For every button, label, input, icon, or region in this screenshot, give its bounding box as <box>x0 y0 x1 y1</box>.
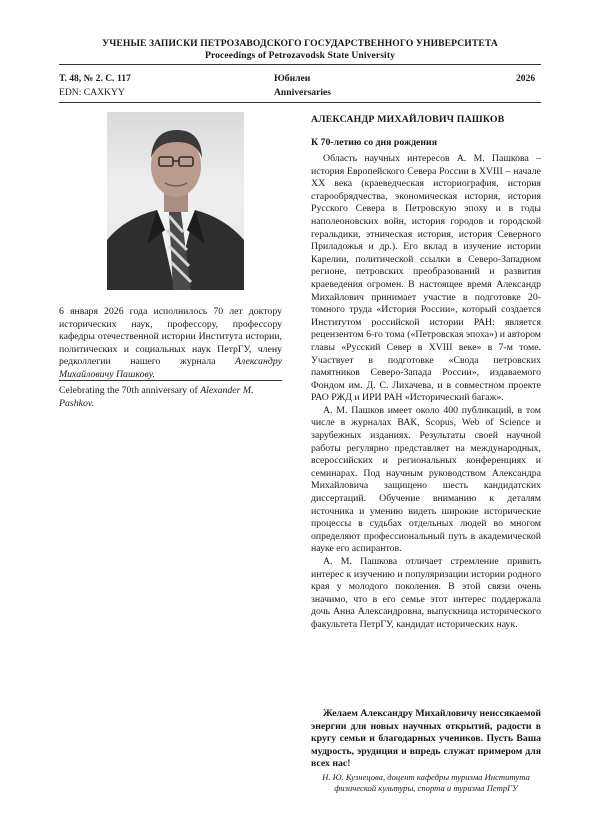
caption-en-text: Celebrating the 70th anniversary of <box>59 385 201 396</box>
journal-title-ru: УЧЕНЫЕ ЗАПИСКИ ПЕТРОЗАВОДСКОГО ГОСУДАРСТВЕННОГО УНИВЕРСИТЕТА <box>102 38 498 49</box>
section-ru: Юбилеи <box>274 73 311 84</box>
year: 2026 <box>516 73 536 84</box>
paragraph-2: А. М. Пашков имеет около 400 публикаций, в том числе в журналах ВАК, Scopus, Web of Science и зарубежных изданиях. Результаты своей научной работы регулярно представляет на международных, всероссийских и региональных конференциях и семинарах. Под научным руководством Александра Михайловича защищено шесть кандидатских диссертаций. Обучение вниманию к деталям источника и умению видеть широкие исторические процессы в судьбах отдельных людей во многом определяют профессиональный путь в академической науке его аспирантов. <box>311 404 541 555</box>
journal-title-en: Proceedings of Petrozavodsk State University <box>204 50 396 61</box>
paragraph-1: Область научных интересов А. М. Пашкова – история Европейского Севера России в XVIII – начале XX века (краеведческая историография, история старообрядчества, экономическая история, история Русского Севера в Петровскую эпоху и в годы наполеоновских войн, история городов и городской геральдики, этническая история, история Северного Приладожья и др.). Его вклад в изучение истории Карелии, политической ссылки в Северо-Западном регионе, петровских преобразований и развития краеведения огромен. В настоящее время Александр Михайлович принимает участие в подготовке 20-томного труда «История России», который создается Институтом российской истории РАН: является рецензентом 6-го тома («Петровская эпоха») и автором главы «Русский Север в XVIII веке» в 7-м томе. Участвует в подготовке «Свода петровских памятников Северо-Запада России», издаваемого Фондом им. Д. С. Лихачева, и в совместном проекте РАО РЖД и ИРИ РАН «Исторический багаж». <box>311 153 541 404</box>
portrait-illustration <box>107 112 244 290</box>
left-en-caption <box>59 385 282 410</box>
left-ru-caption <box>59 306 282 382</box>
meta-rule <box>59 102 541 103</box>
signature: Н. Ю. Кузнецова, доцент кафедры туризма Института физической культуры, спорта и туризма ПетрГУ <box>322 772 530 793</box>
journal-header <box>0 38 600 62</box>
closing-wishes: Желаем Александру Михайловичу неиссякаемой энергии для новых научных открытий, радости в кругу семьи и благодарных учеников. Пусть Ваша мудрость, эрудиция и впредь служат примером для всех нас! <box>311 708 541 770</box>
edn-code: EDN: CAXKYY <box>59 87 125 98</box>
volume-info: Т. 48, № 2. С. 117 <box>59 73 131 84</box>
article-author-title: АЛЕКСАНДР МИХАЙЛОВИЧ ПАШКОВ <box>311 114 505 125</box>
header-rule <box>59 64 541 65</box>
portrait-photo <box>107 112 244 290</box>
article-body <box>311 153 541 632</box>
article-subtitle: К 70-летию со дня рождения <box>311 137 437 148</box>
paragraph-3: А. М. Пашкова отличает стремление привить интерес к изучению и популяризации истории родного края у молодого поколения. В этой связи очень значимо, что в его семье этот интерес поддержала дочь Анна Александровна, выпускница исторического факультета ПетрГУ, кандидат исторических наук. <box>311 556 541 630</box>
caption-ru-name: Александру Михайловичу Пашкову. <box>59 356 282 380</box>
caption-ru-text: 6 января 2026 года исполнилось 70 лет доктору исторических наук, профессору, профессору кафедры отечественной истории Института истории, политических и социальных наук ПетрГУ, члену редколлегии нашего журнала <box>59 306 282 368</box>
section-en: Anniversaries <box>274 87 332 98</box>
left-separator <box>59 380 282 381</box>
caption-en-name: Alexander M. Pashkov. <box>59 385 254 409</box>
